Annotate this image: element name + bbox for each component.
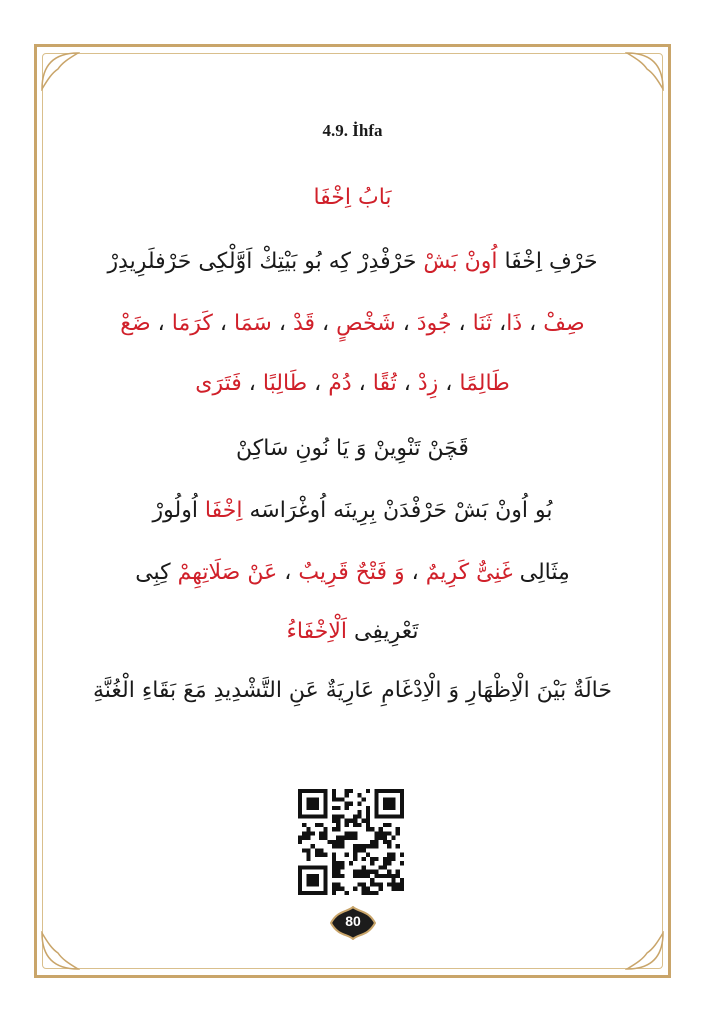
corner-ornament-top-right-icon — [625, 51, 665, 91]
qr-code[interactable] — [295, 789, 407, 895]
text-segment: حَرْفِ اِخْفَا — [497, 249, 598, 274]
text-segment: حَالَةٌ بَيْنَ الْاِظْهَارِ وَ الْاِدْغَامِ عَارِيَةٌ عَنِ التَّشْدِيدِ مَعَ بَقَاءِ الْغُنَّةِ — [93, 678, 612, 703]
highlighted-term: اَلْاِخْفَاءُ — [286, 619, 347, 644]
text-segment: ، — [307, 371, 329, 396]
highlighted-term: طَالِمًا — [459, 371, 510, 396]
corner-ornament-bottom-left-icon — [40, 931, 80, 971]
highlighted-term: ضَعْ — [120, 311, 151, 336]
text-segment: ، — [395, 311, 417, 336]
text-line-5 — [90, 436, 615, 461]
highlighted-term: زِدْ — [417, 371, 439, 396]
text-segment: ، — [150, 311, 172, 336]
text-segment: ، — [212, 311, 234, 336]
text-line-2 — [90, 249, 615, 274]
text-segment: تَعْرِيفِى — [346, 619, 419, 644]
highlighted-term: قَدْ — [292, 311, 316, 336]
highlighted-term: اُونْ بَشْ — [423, 249, 498, 274]
highlighted-term: صِفْ — [543, 311, 585, 336]
corner-ornament-top-left-icon — [40, 51, 80, 91]
page-number: 80 — [345, 913, 361, 929]
highlighted-term: ذَا — [506, 311, 523, 336]
text-line-4 — [90, 371, 615, 396]
text-segment: اُولُورْ — [152, 498, 205, 523]
text-segment: ، — [492, 311, 507, 336]
corner-ornament-bottom-right-icon — [625, 931, 665, 971]
highlighted-term: اِخْفَا — [204, 498, 243, 523]
highlighted-term: طَالِبًا — [262, 371, 308, 396]
highlighted-term: بَابُ اِخْفَا — [313, 185, 392, 210]
text-line-8 — [90, 619, 615, 644]
text-segment: ، — [522, 311, 544, 336]
highlighted-term: شَخْصٍ — [336, 311, 396, 336]
text-line-7 — [90, 560, 615, 585]
text-segment: ، — [241, 371, 263, 396]
highlighted-term: كَرَمَا — [171, 311, 213, 336]
text-line-1 — [90, 185, 615, 210]
text-segment: ، — [315, 311, 337, 336]
text-segment: مِثَالِى — [512, 560, 570, 585]
text-segment: كِبِى — [135, 560, 178, 585]
highlighted-term: ثَنَا — [472, 311, 493, 336]
highlighted-term: عَنْ صَلَاتِهِمْ — [177, 560, 278, 585]
section-heading: 4.9. İhfa — [322, 121, 383, 140]
highlighted-term: وَ فَتْحٌ قَرِيبٌ — [298, 560, 405, 585]
text-segment: ، — [396, 371, 418, 396]
text-segment: ، — [277, 560, 299, 585]
highlighted-term: غَنِىٌّ كَرِيمٌ — [425, 560, 513, 585]
highlighted-term: تُقًا — [372, 371, 397, 396]
text-segment: ، — [451, 311, 473, 336]
text-line-3 — [90, 311, 615, 336]
text-segment: ، — [438, 371, 460, 396]
text-line-9 — [90, 678, 615, 703]
text-line-6 — [90, 498, 615, 523]
text-segment: ، — [271, 311, 293, 336]
highlighted-term: سَمَا — [233, 311, 272, 336]
highlighted-term: دُمْ — [328, 371, 352, 396]
highlighted-term: فَتَرَى — [195, 371, 242, 396]
text-segment: قَچَنْ تَنْوِينْ وَ يَا نُونِ سَاكِنْ — [236, 436, 469, 461]
highlighted-term: جُودَ — [416, 311, 452, 336]
text-segment: ، — [404, 560, 426, 585]
text-segment: ، — [351, 371, 373, 396]
text-segment: حَرْفْدِرْ كِه بُو بَيْتِكْ اَوَّلْكِى حَرْفلَرِيدِرْ — [107, 249, 424, 274]
text-segment: بُو اُونْ بَشْ حَرْفْدَنْ بِرِينَه اُوغْرَاسَه — [242, 498, 553, 523]
